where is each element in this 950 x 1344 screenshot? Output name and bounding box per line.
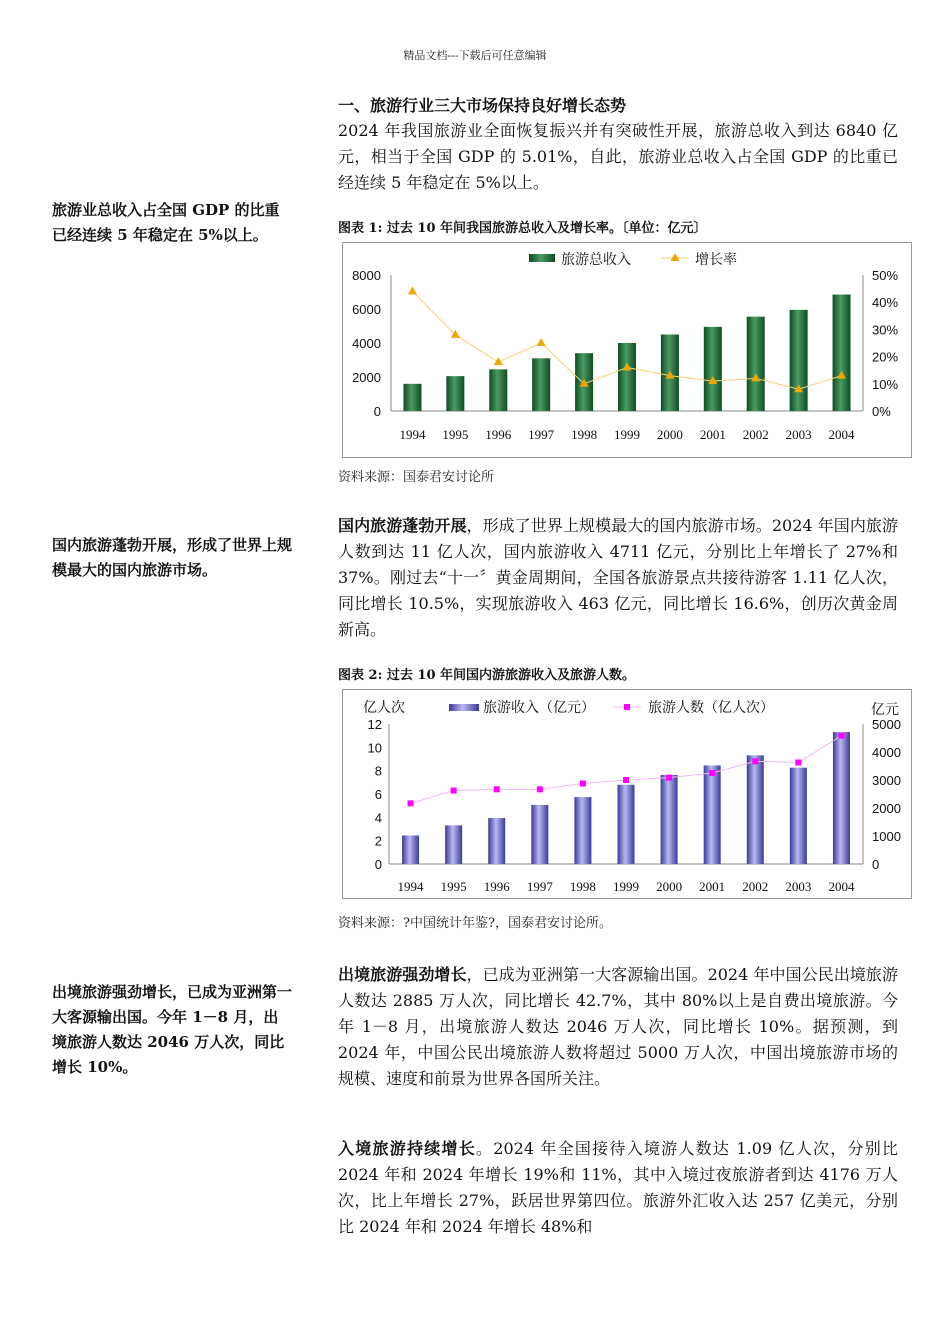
y2-tick-label: 4000 [872, 745, 901, 760]
section2 [338, 513, 898, 643]
legend-swatch-bar [529, 254, 555, 262]
y2-tick-label: 20% [872, 349, 899, 365]
y-tick-label: 8000 [352, 268, 381, 283]
x-tick-label: 1999 [614, 427, 640, 442]
y-tick-label: 6 [374, 787, 382, 802]
y-tick-label: 2 [374, 833, 382, 849]
legend-label-bar: 旅游收入（亿元） [483, 699, 595, 715]
tourist-point-1997 [537, 786, 543, 792]
bar-1999 [618, 343, 636, 411]
y-tick-label: 4 [374, 810, 382, 826]
x-tick-label: 1998 [571, 427, 598, 442]
bar-2001 [704, 327, 722, 411]
bar-1998 [574, 797, 591, 864]
x-tick-label: 2002 [742, 879, 769, 894]
fig1-source-text: 资料来源：国泰君安讨论所 [338, 470, 495, 485]
y-axis-label: 亿人次 [363, 699, 405, 715]
y-tick-label: 0 [374, 857, 382, 872]
x-tick-label: 2001 [699, 427, 726, 442]
section3 [338, 962, 898, 1092]
bar-1995 [446, 376, 464, 411]
y-tick-label: 2000 [352, 370, 381, 385]
bar-1994 [403, 384, 421, 411]
page-header: 精品文档---下载后可任意编辑 [403, 49, 547, 62]
x-tick-label: 2001 [699, 879, 726, 894]
legend-swatch-bar [449, 704, 479, 711]
legend-label-bar: 旅游总收入 [561, 251, 631, 267]
growth-point-1997 [537, 338, 546, 346]
tourist-point-1995 [451, 788, 457, 794]
y2-tick-label: 10% [872, 376, 899, 392]
x-tick-label: 2000 [656, 427, 683, 442]
bar-1994 [402, 835, 419, 864]
chart-2 [342, 689, 912, 899]
x-tick-label: 1996 [483, 879, 510, 894]
x-tick-label: 2004 [828, 879, 855, 894]
x-tick-label: 1997 [526, 879, 553, 894]
sidebar-note-2: 国内旅游蓬勃开展，形成了世界上规模最大的国内旅游市场。 [52, 536, 293, 579]
bar-2001 [704, 765, 721, 864]
tourist-point-1994 [408, 800, 414, 806]
fig1-caption-text: 图表 1: 过去 10 年间我国旅游总收入及增长率。〔单位：亿元〕 [338, 221, 707, 236]
section4 [338, 1136, 898, 1240]
section2-paragraph: ，形成了世界上规模最大的国内旅游市场。2024 年国内旅游人数到达 11 亿人次，国内旅游收入 4711 亿元，分别比上年增长了 27%和 37%。刚过去“十一〞黄金周期间，全国各旅游景点共接待游客 1.11 亿人次，同比增长 10.5%，实现旅游收入 463 亿元，同比增长 16.6%，创历次黄金周新高。 [338, 516, 898, 639]
tourist-point-2004 [838, 733, 844, 739]
y-tick-label: 6000 [352, 302, 381, 317]
x-tick-label: 1997 [528, 427, 555, 442]
bar-2000 [661, 775, 678, 864]
y2-tick-label: 3000 [872, 773, 901, 788]
y-tick-label: 4000 [352, 336, 381, 351]
x-tick-label: 1998 [569, 879, 596, 894]
section1 [338, 94, 898, 196]
section2-lead: 国内旅游蓬勃开展 [338, 516, 467, 535]
y2-tick-label: 5000 [872, 717, 901, 732]
bar-1996 [488, 818, 505, 864]
section1-title: 一、旅游行业三大市场保持良好增长态势 [338, 96, 627, 115]
y2-tick-label: 30% [872, 322, 899, 338]
y-tick-label: 8 [374, 763, 382, 779]
y2-tick-label: 50% [872, 268, 899, 283]
fig2-caption [338, 666, 898, 686]
fig2-source [338, 914, 898, 934]
legend-marker-line [671, 253, 680, 261]
y2-axis-label: 亿元 [871, 701, 899, 717]
growth-point-1994 [408, 286, 417, 294]
x-tick-label: 2000 [656, 879, 683, 894]
legend-marker-line [624, 704, 630, 710]
y-tick-label: 10 [367, 740, 382, 756]
chart-2-svg [343, 690, 911, 898]
tourist-point-1998 [580, 781, 586, 787]
tourist-point-2002 [752, 758, 758, 764]
fig1-caption [338, 219, 898, 239]
chart-1-svg [343, 243, 911, 457]
x-tick-label: 1996 [485, 427, 512, 442]
bar-1995 [445, 825, 462, 864]
bar-2003 [790, 310, 808, 411]
fig2-caption-text: 图表 2: 过去 10 年间国内游旅游收入及旅游人数。 [338, 668, 636, 683]
y-tick-label: 12 [367, 717, 382, 732]
x-tick-label: 2003 [785, 879, 812, 894]
section3-paragraph: ，已成为亚洲第一大客源输出国。2024 年中国公民出境旅游人数达 2885 万人次，同比增长 42.7%，其中 80%以上是自费出境旅游。今年 1－8 月，出境旅游人数达 2046 万人次，同比增长 10%。据预测，到 2024 年，中国公民出境旅游人数将超过 5000 万人次，中国出境旅游市场的规模、速度和前景为世界各国所关注。 [338, 965, 898, 1088]
tourist-point-1996 [494, 786, 500, 792]
bar-2003 [790, 768, 807, 864]
bar-2004 [833, 732, 850, 864]
tourist-point-1999 [623, 777, 629, 783]
x-tick-label: 2002 [742, 427, 769, 442]
y-tick-label: 0 [373, 404, 381, 419]
bar-1997 [532, 358, 550, 411]
bar-2004 [833, 295, 851, 411]
y2-tick-label: 2000 [872, 801, 901, 816]
bar-1997 [531, 805, 548, 864]
x-tick-label: 1995 [440, 879, 467, 894]
x-tick-label: 1994 [399, 427, 426, 442]
section3-lead: 出境旅游强劲增长 [338, 965, 467, 984]
fig2-source-text: 资料来源：?中国统计年鉴?，国泰君安讨论所。 [338, 916, 612, 931]
section4-paragraph: 。2024 年全国接待入境游人数达 1.09 亿人次，分别比 2024 年和 2024 年增长 19%和 11%，其中入境过夜旅游者到达 4176 万人次，比上年增长 27%，跃居世界第四位。旅游外汇收入达 257 亿美元，分别比 2024 年和 2024 年增长 48%和 [338, 1139, 898, 1236]
y2-tick-label: 0% [872, 404, 891, 419]
y2-tick-label: 40% [872, 295, 899, 311]
fig1-source [338, 468, 898, 488]
y2-tick-label: 0 [872, 857, 880, 872]
bar-2002 [747, 755, 764, 864]
sidebar-note-1: 旅游业总收入占全国 GDP 的比重已经连续 5 年稳定在 5%以上。 [52, 201, 280, 244]
x-tick-label: 2003 [785, 427, 812, 442]
x-tick-label: 1994 [397, 879, 424, 894]
tourist-point-2001 [709, 770, 715, 776]
bar-1999 [618, 785, 635, 864]
section1-paragraph: 2024 年我国旅游业全面恢复振兴并有突破性开展，旅游总收入到达 6840 亿元，相当于全国 GDP 的 5.01%，自此，旅游业总收入占全国 GDP 的比重已经连续 5 年稳定在 5%以上。 [338, 121, 898, 192]
tourist-point-2003 [795, 760, 801, 766]
legend-label-line: 增长率 [695, 251, 737, 267]
x-tick-label: 1995 [442, 427, 469, 442]
tourist-point-2000 [666, 775, 672, 781]
y2-tick-label: 1000 [872, 829, 901, 844]
section4-lead: 入境旅游持续增长 [338, 1139, 477, 1158]
bar-1996 [489, 369, 507, 411]
legend-label-line: 旅游人数（亿人次） [648, 699, 774, 715]
bar-2002 [747, 317, 765, 411]
chart-1 [342, 242, 912, 458]
x-tick-label: 1999 [613, 879, 639, 894]
sidebar-note-3: 出境旅游强劲增长，已成为亚洲第一大客源输出国。今年 1－8 月，出境旅游人数达 2046 万人次，同比增长 10%。 [52, 983, 293, 1076]
x-tick-label: 2004 [828, 427, 855, 442]
